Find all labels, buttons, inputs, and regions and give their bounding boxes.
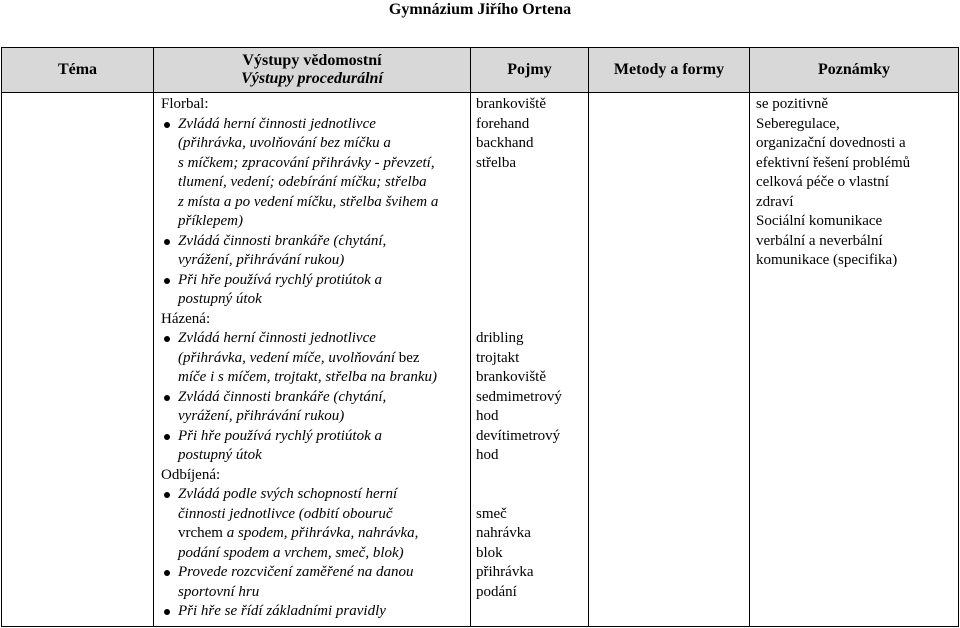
term: dribling [476,330,524,346]
header-row [2,48,959,93]
term: backhand [476,135,534,151]
list-item: Při hře používá rychlý protiútok a postupný útok [161,271,468,310]
header-vystupy [154,48,471,93]
term: brankoviště [476,369,546,385]
term: sedmimetrový [476,388,562,405]
note-line: Sociální komunikace [756,213,883,229]
cell-tema [2,93,154,627]
list-item: Při hře používá rychlý protiútok a postupný útok [161,427,468,466]
term: forehand [476,115,530,132]
list-item: Zvládá podle svých schopností herní činnosti jednotlivce (odbití obouruč vrchem a spodem, přihrávka, nahrávka, podání spodem a vrchem, smeč, blok) [161,485,468,563]
term: devítimetrový [476,427,561,444]
header-vystupy-line1: Výstupy vědomostní [242,52,382,69]
section-title-florbal: Florbal: [161,96,209,112]
list-item: Při hře se řídí základními pravidly [161,602,468,622]
term: trojtakt [476,349,520,366]
list-item: Zvládá herní činnosti jednotlivce (přihrávka, uvolňování bez míčku a s míčkem; zpracování přihrávky - převzetí, tlumení, vedení; odebírání míčku; střelba z místa a po vedení míčku, střelba švihem a příklepem) [161,115,468,232]
term: smeč [476,505,507,522]
list-item: Zvládá činnosti brankáře (chytání, vyrážení, přihrávání rukou) [161,232,468,271]
term: nahrávka [476,525,531,541]
note-line: komunikace (specifika) [756,252,898,268]
header-vystupy-line2: Výstupy procedurální [241,70,383,87]
term: hod [476,408,499,424]
note-line: efektivní řešení problémů [756,154,911,171]
curriculum-table [1,47,959,627]
document-title: Gymnázium Jiřího Ortena [388,1,572,18]
list-item: Provede rozcvičení zaměřené na danou sportovní hru [161,563,468,602]
content-row [2,93,959,627]
cell-vystupy [154,93,471,627]
note-line: organizační dovednosti a [756,135,906,151]
list-item: Zvládá herní činnosti jednotlivce (přihrávka, vedení míče, uvolňování bez míče i s míčem, trojtakt, střelba na branku) [161,329,468,388]
header-poznamky: Poznámky [750,48,959,93]
term: brankoviště [476,96,546,112]
term: přihrávka [476,564,534,580]
list-item: Zvládá činnosti brankáře (chytání, vyrážení, přihrávání rukou) [161,388,468,427]
note-line: Seberegulace, [756,115,840,132]
header-pojmy: Pojmy [471,48,589,93]
header-tema: Téma [2,48,154,93]
term: blok [476,544,503,561]
term: střelba [476,154,516,171]
note-line: verbální a neverbální [756,232,883,249]
term: podání [476,583,517,600]
note-line: zdraví [756,193,794,210]
note-line: se pozitivně [756,96,829,112]
note-line: celková péče o vlastní [756,174,889,190]
cell-poznamky [750,93,959,627]
term: hod [476,447,499,463]
cell-metody [589,93,750,627]
section-title-odbijena: Odbíjená: [161,466,221,483]
section-title-hazena: Házená: [161,310,211,327]
cell-pojmy [471,93,589,627]
header-metody: Metody a formy [589,48,750,93]
